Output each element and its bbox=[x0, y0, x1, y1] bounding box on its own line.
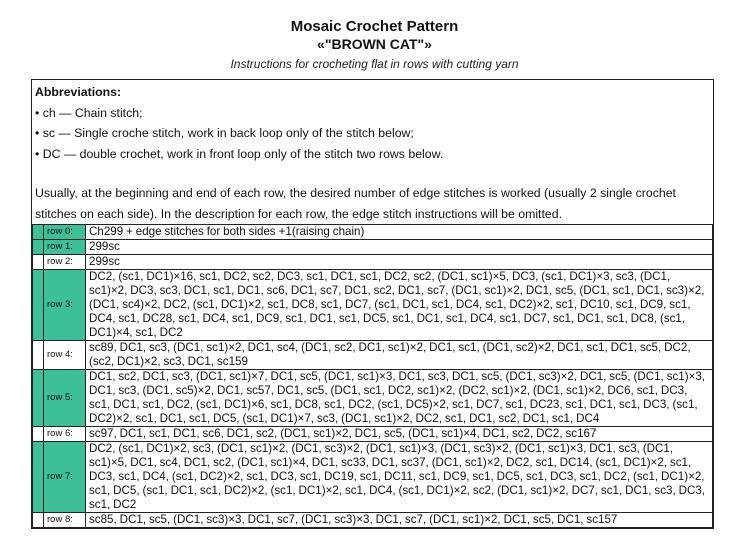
row-instructions: sc89, DC1, sc3, (DC1, sc1)×2, DC1, sc4, (DC1, sc2, DC1, sc1)×2, DC1, sc1, (DC1, sc2)×2, DC1, sc1, DC1, sc5, DC2, (sc2, DC1)×2, sc3, DC1, sc159 bbox=[86, 341, 713, 370]
row-color-swatch bbox=[33, 370, 44, 427]
pattern-row bbox=[33, 270, 713, 341]
row-instructions: DC2, (sc1, DC1)×2, sc3, (DC1, sc1)×2, (DC1, sc3)×2, (DC1, sc1)×3, (DC1, sc3)×2, (DC1, sc1)×3, DC1, sc3, (DC1, sc1)×5, DC1, sc4, DC1, sc2, (DC1, sc1)×4, DC1, sc33, DC1, sc37, (DC1, sc1)×2, DC2, sc1, DC14, (sc1, DC1)×2, sc1, DC3, sc1, DC4, (sc1, DC2)×2, sc1, DC3, sc1, DC19, sc1, DC11, sc1, DC9, sc1, DC5, sc1, DC3, sc1, DC2, (sc1, DC1)×2, sc1, DC5, (sc1, DC1, sc1, DC2)×2, (sc1, DC1)×2, sc1, DC4, (sc1, DC1)×2, sc2, (DC1, sc1)×2, DC7, sc1, DC1, sc3, DC3, sc1, DC2 bbox=[86, 442, 713, 513]
row-label: row 8: bbox=[44, 513, 86, 528]
row-instructions: 299sc bbox=[86, 255, 713, 270]
pattern-row bbox=[33, 341, 713, 370]
pattern-row bbox=[33, 427, 713, 442]
abbreviation-sc: • sc — Single croche stitch, work in back loop only of the stitch below; bbox=[35, 126, 414, 140]
row-instructions: 299sc bbox=[86, 240, 713, 255]
pattern-row bbox=[33, 255, 713, 270]
pattern-row bbox=[33, 240, 713, 255]
row-label: row 6: bbox=[44, 427, 86, 442]
pattern-row bbox=[33, 370, 713, 427]
abbreviations-title: Abbreviations: bbox=[35, 85, 122, 99]
row-label: row 2: bbox=[44, 255, 86, 270]
row-color-swatch bbox=[33, 240, 44, 255]
row-label: row 1: bbox=[44, 240, 86, 255]
abbreviation-dc: • DC — double crochet, work in front loop only of the stitch two rows below. bbox=[35, 146, 444, 161]
pattern-row bbox=[33, 225, 713, 240]
pattern-title: Mosaic Crochet Pattern bbox=[290, 18, 459, 35]
row-color-swatch bbox=[33, 442, 44, 513]
row-color-swatch bbox=[33, 225, 44, 240]
row-instructions: Ch299 + edge stitches for both sides +1(raising chain) bbox=[86, 225, 713, 240]
row-color-swatch bbox=[33, 255, 44, 270]
row-color-swatch bbox=[33, 513, 44, 528]
row-label: row 0: bbox=[44, 225, 86, 240]
pattern-row bbox=[33, 513, 713, 528]
edge-stitch-note: Usually, at the beginning and end of each row, the desired number of edge stitches is worked (usually 2 single crochet stitches on each side). In the description for each row, the edge stitch instructions will be omitted. bbox=[35, 186, 676, 221]
abbreviation-ch: • ch — Chain stitch; bbox=[35, 105, 143, 120]
header bbox=[0, 0, 749, 72]
pattern-caption: Instructions for crocheting flat in rows with cutting yarn bbox=[230, 57, 519, 71]
row-label: row 4: bbox=[44, 341, 86, 370]
row-instructions: DC2, (sc1, DC1)×16, sc1, DC2, sc2, DC3, sc1, DC1, sc1, DC2, sc2, (DC1, sc1)×5, DC3, (sc1, DC1)×3, sc3, (DC1, sc1)×2, DC3, sc3, DC1, sc1, DC1, sc6, DC1, sc7, DC1, sc2, DC1, sc7, (DC1, sc1)×2, DC1, sc5, (DC1, sc1, DC1, sc3)×2, (DC1, sc4)×2, DC2, (sc1, DC1)×2, sc1, DC8, sc1, DC7, (sc1, DC1, sc1, DC4, sc1, DC2)×2, sc1, DC10, sc1, DC9, sc1, DC4, sc1, DC28, sc1, DC4, sc1, DC9, sc1, DC1, sc1, DC5, sc1, DC1, sc1, DC4, sc1, DC7, sc1, DC1, sc1, DC8, (sc1, DC1)×4, sc1, DC2 bbox=[86, 270, 713, 341]
row-color-swatch bbox=[33, 341, 44, 370]
pattern-subtitle: «"BROWN CAT"» bbox=[317, 36, 432, 52]
abbreviations-section bbox=[32, 80, 713, 164]
row-color-swatch bbox=[33, 270, 44, 341]
pattern-box bbox=[31, 79, 714, 529]
rows-table bbox=[32, 224, 713, 528]
pattern-row bbox=[33, 442, 713, 513]
row-instructions: DC1, sc2, DC1, sc3, (DC1, sc1)×7, DC1, sc5, (DC1, sc1)×3, DC1, sc3, DC1, sc5, (DC1, sc3)×2, DC1, sc5, (DC1, sc1)×3, DC1, sc3, (DC1, sc5)×2, DC1, sc57, DC1, sc5, (DC1, sc1, DC2, sc1)×2, (DC2, sc1)×2, (DC1, sc1)×2, DC6, sc1, DC3, sc1, DC1, sc1, DC2, (sc1, DC1)×6, sc1, DC8, sc1, DC2, (sc1, DC5)×2, sc1, DC7, sc1, DC23, sc1, DC1, sc1, DC3, (sc1, DC2)×2, sc1, DC1, sc1, DC5, (sc1, DC1)×7, sc3, (DC1, sc1)×2, DC2, sc1, DC1, sc2, DC1, sc1, DC4 bbox=[86, 370, 713, 427]
row-instructions: sc97, DC1, sc1, DC1, sc6, DC1, sc2, (DC1, sc1)×2, DC1, sc5, (DC1, sc1)×4, DC1, sc2, DC2, sc167 bbox=[86, 427, 713, 442]
row-label: row 5: bbox=[44, 370, 86, 427]
row-instructions: sc85, DC1, sc5, (DC1, sc3)×3, DC1, sc7, (DC1, sc3)×3, DC1, sc7, (DC1, sc1)×2, DC1, sc5, DC1, sc157 bbox=[86, 513, 713, 528]
row-label: row 7: bbox=[44, 442, 86, 513]
row-color-swatch bbox=[33, 427, 44, 442]
row-label: row 3: bbox=[44, 270, 86, 341]
